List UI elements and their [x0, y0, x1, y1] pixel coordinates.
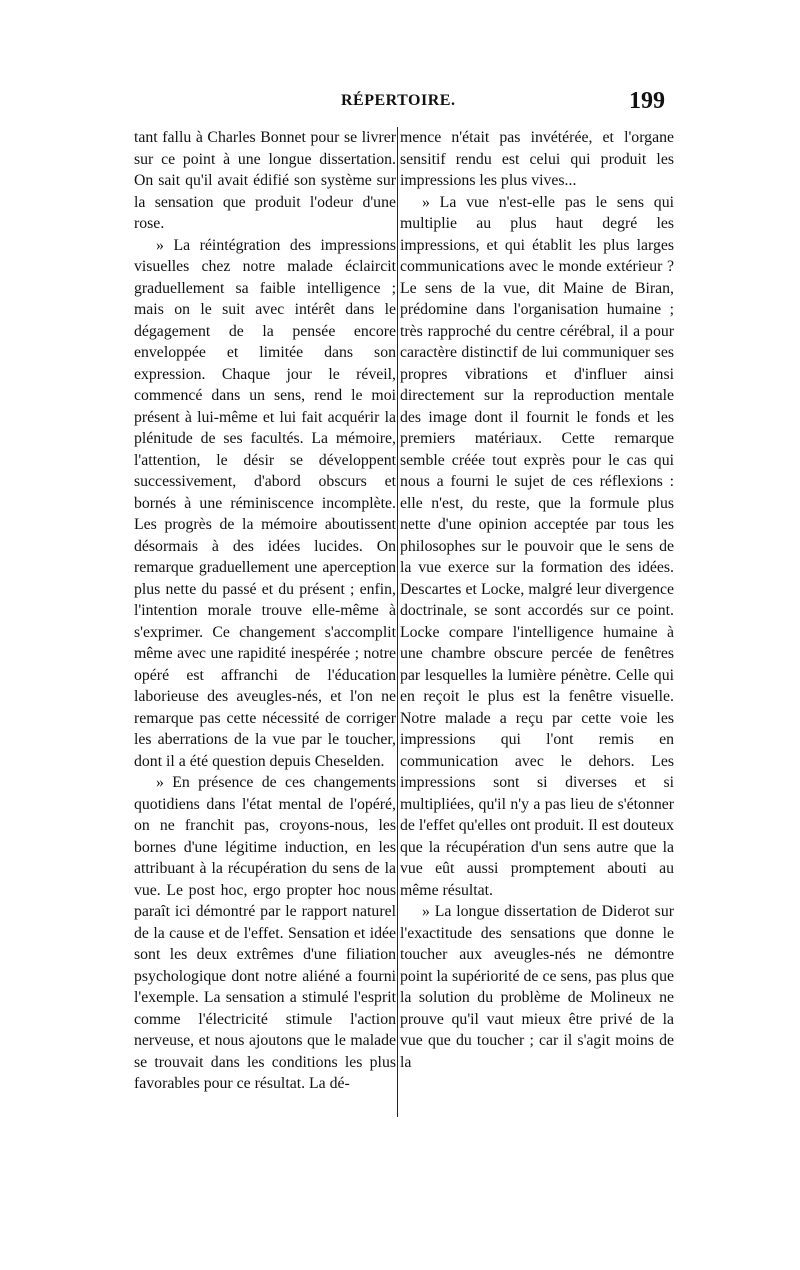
right-column: [400, 127, 674, 1073]
paragraph: tant fallu à Charles Bonnet pour se livrer sur ce point à une longue dissertation. On sait qu'il avait édifié son système sur la sensation que produit l'odeur d'une rose.: [134, 129, 396, 232]
paragraph: » La réintégration des impressions visuelles chez notre malade éclaircit graduellement sa faible intelligence ; mais on le suit avec intérêt dans le dégagement de la pensée encore enveloppée et limitée dans son expression. Chaque jour le réveil, commencé dans un sens, rend le moi présent à lui-même et lui fait acquérir la plénitude de ses facultés. La mémoire, l'attention, le désir se développent successivement, d'abord obscurs et bornés à une réminiscence incomplète. Les progrès de la mémoire aboutissent désormais à des idées lucides. On remarque graduellement une aperception plus nette du passé et du présent ; enfin, l'intention morale trouve elle-même à s'exprimer. Ce changement s'accomplit même avec une rapidité inespérée ; notre opéré est affranchi de l'éducation laborieuse des aveugles-nés, et l'on ne remarque pas cette nécessité de corriger les aberrations de la vue par le toucher, dont il a été question depuis Cheselden.: [134, 236, 396, 770]
paragraph: » La longue dissertation de Diderot sur l'exactitude des sensations que donne le toucher aux aveugles-nés ne démontre point la supériorité de ce sens, pas plus que la solution du problème de Molineux ne prouve qu'il vaut mieux être privé de la vue que du toucher ; car il s'agit moins de la: [400, 903, 674, 1071]
paragraph: » La vue n'est-elle pas le sens qui multiplie au plus haut degré les impressions, et qui établit les plus larges communications avec le monde extérieur ? Le sens de la vue, dit Maine de Biran, prédomine dans l'organisation humaine ; très rapproché du centre cérébral, il a pour caractère distinctif de lui communiquer ses propres vibrations et d'influer ainsi directement sur la reproduction mentale des image dont il fournit le fonds et les premiers matériaux. Cette remarque semble créée tout exprès pour le cas qui nous a fourni le sujet de ces réflexions : elle n'est, du reste, que la formule plus nette d'une opinion acceptée par tous les philosophes sur le pouvoir que le sens de la vue exerce sur la formation des idées. Descartes et Locke, malgré leur divergence doctrinale, se sont accordés sur ce point. Locke compare l'intelligence humaine à une chambre obscure percée de fenêtres par lesquelles la lumière pénètre. Celle qui en reçoit le plus est la fenêtre visuelle. Notre malade a reçu par cette voie les impressions qui l'ont remis en communication avec le dehors. Les impressions sont si diverses et si multipliées, qu'il n'y a pas lieu de s'étonner de l'effet qu'elles ont produit. Il est douteux que la récupération d'un sens autre que la vue eût aussi promptement abouti au même résultat.: [400, 193, 674, 899]
page-number: 199: [629, 88, 665, 114]
paragraph: » En présence de ces changements quotidiens dans l'état mental de l'opéré, on ne franchit pas, croyons-nous, les bornes d'une légitime induction, en les attribuant à la récupération du sens de la vue. Le post hoc, ergo propter hoc nous paraît ici démontré par le rapport naturel de la cause et de l'effet. Sensation et idée sont les deux extrêmes d'une filiation psychologique dont notre aliéné a fourni l'exemple. La sensation a stimulé l'esprit comme l'électricité stimule l'action nerveuse, et nous ajoutons que le malade se trouvait dans les conditions les plus favorables pour ce résultat. La dé-: [134, 774, 396, 1092]
paragraph: mence n'était pas invétérée, et l'organe sensitif rendu est celui qui produit les impressions les plus vives...: [400, 129, 674, 189]
running-title: RÉPERTOIRE.: [341, 92, 456, 109]
page-header: [0, 88, 800, 122]
column-divider: [397, 127, 398, 1117]
left-column: [134, 127, 396, 1095]
